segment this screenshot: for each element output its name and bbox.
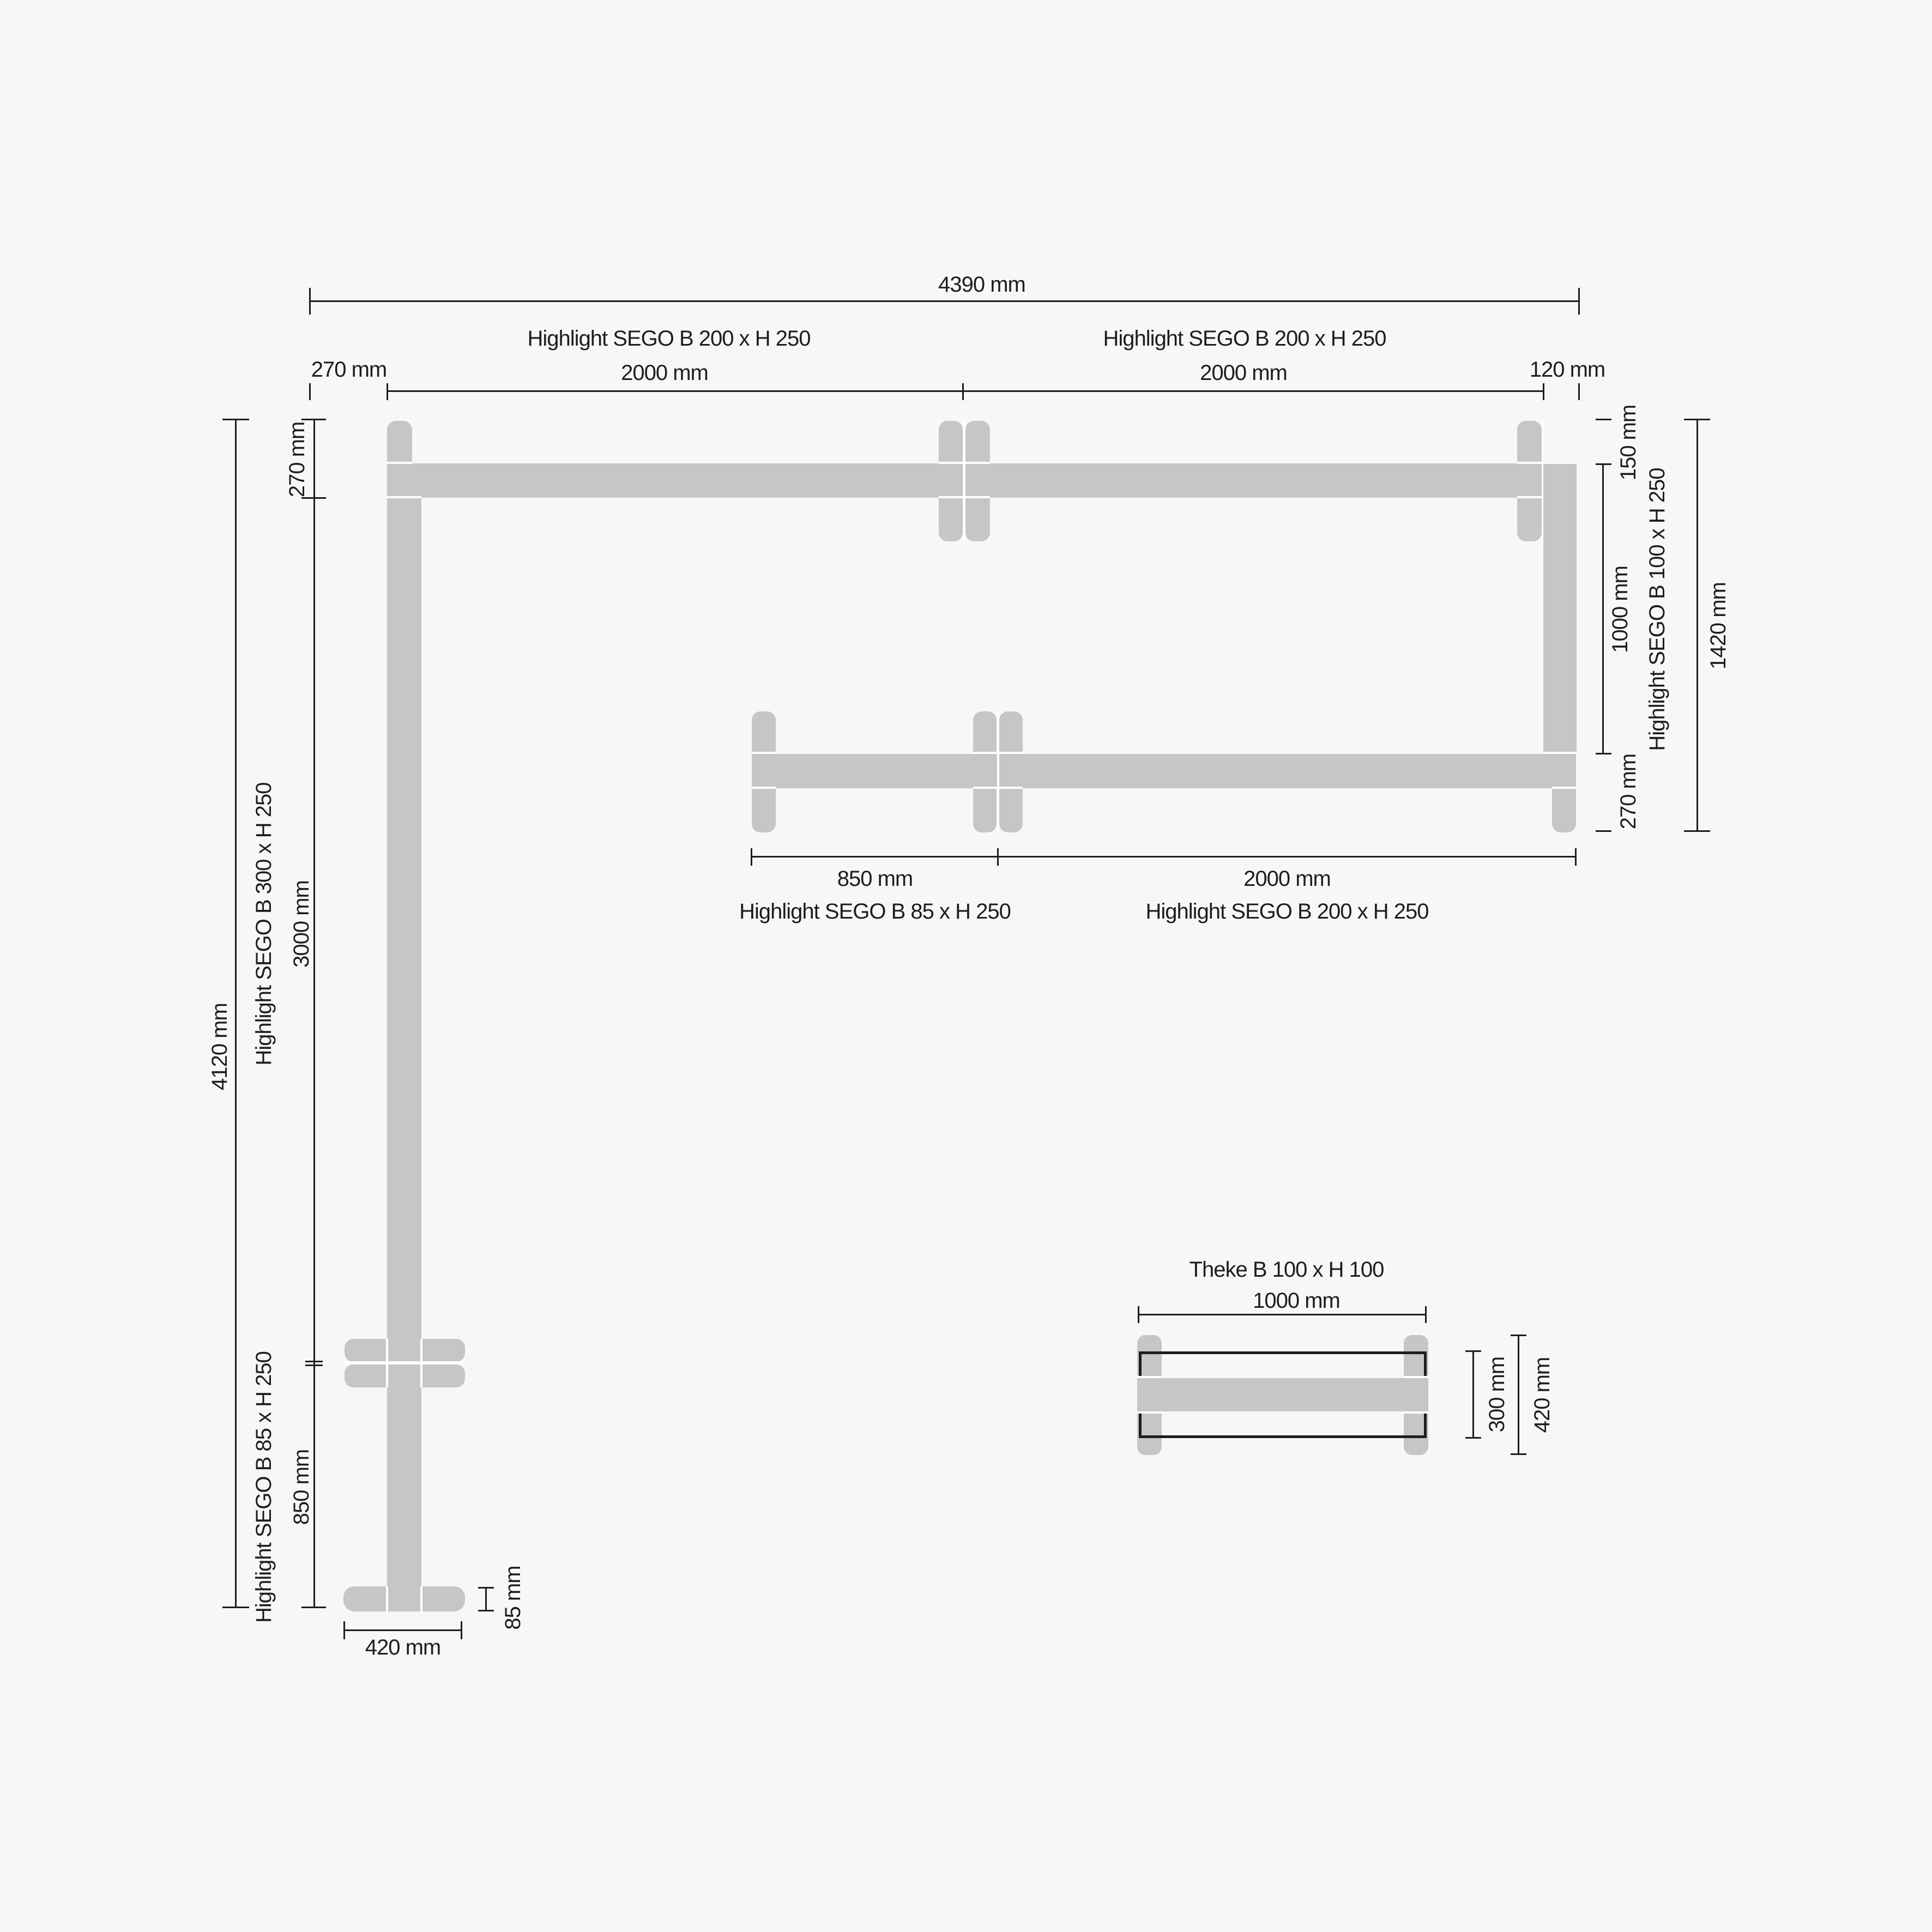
panel-label-right: Highlight SEGO B 100 x H 250 — [1645, 468, 1669, 751]
post-corner-top-left — [387, 421, 412, 465]
dim-tick — [1465, 1437, 1481, 1439]
dim-tick — [222, 419, 249, 420]
dim-tick — [751, 848, 752, 866]
panel-seam — [1552, 787, 1576, 789]
panel-seam — [1404, 1376, 1428, 1378]
theke-title: Theke B 100 x H 100 — [1189, 1258, 1384, 1282]
dim-tick — [478, 1587, 494, 1589]
dim-line-top-panels — [388, 390, 1544, 392]
panel-seam — [1543, 752, 1577, 754]
panel-seam — [1404, 1411, 1428, 1414]
dim-label-left-top: 270 mm — [285, 421, 309, 498]
dim-tick — [309, 288, 311, 315]
dim-label-right-top: 150 mm — [1616, 404, 1640, 481]
dim-tick — [1596, 753, 1611, 754]
dim-label-right-total: 1420 mm — [1706, 582, 1730, 669]
dim-line-theke-inner — [1472, 1351, 1474, 1438]
panel-seam — [997, 711, 999, 832]
dim-line-middle-wall — [752, 856, 1576, 858]
dim-label-theke-outer: 420 mm — [1530, 1357, 1554, 1433]
dim-tick — [1511, 1453, 1526, 1455]
post-mid-wall-right — [1552, 787, 1576, 832]
panel-seam — [420, 1586, 422, 1611]
panel-label-left: Highlight SEGO B 300 x H 250 — [252, 782, 276, 1066]
panel-seam — [752, 752, 776, 754]
dim-line-theke-outer — [1518, 1336, 1519, 1455]
wall-left — [387, 498, 421, 1611]
panel-seam — [939, 496, 990, 498]
panel-label-top-left: Highlight SEGO B 200 x H 250 — [527, 327, 811, 351]
panel-seam — [1517, 462, 1542, 464]
dim-tick — [301, 497, 326, 499]
dim-tick — [1425, 1306, 1427, 1323]
dim-tick — [1596, 463, 1611, 465]
dim-line-left-total — [235, 420, 237, 1608]
dim-label-theke-inner: 300 mm — [1485, 1356, 1509, 1433]
panel-seam — [387, 462, 412, 464]
panel-label-left-bottom: Highlight SEGO B 85 x H 250 — [252, 1351, 276, 1623]
dim-tick — [222, 1607, 249, 1608]
theke-bar — [1139, 1378, 1427, 1411]
dim-label-mid-left: 850 mm — [837, 867, 913, 891]
dim-tick — [478, 1610, 494, 1611]
dim-line-theke-width — [1139, 1314, 1427, 1315]
dim-line-right-panel — [1602, 464, 1604, 754]
dim-tick — [461, 1621, 462, 1639]
dim-tick — [387, 383, 388, 400]
dim-break-mark — [305, 1365, 323, 1366]
dim-label-left-panel: 3000 mm — [289, 880, 313, 968]
panel-label-mid-right: Highlight SEGO B 200 x H 250 — [1145, 899, 1429, 923]
dim-tick — [1596, 830, 1611, 832]
dim-label-foot-thickness: 85 mm — [501, 1566, 525, 1630]
dim-tick — [1465, 1350, 1481, 1352]
dim-tick — [301, 419, 326, 420]
dim-tick — [1543, 383, 1544, 400]
dim-tick — [301, 1607, 326, 1608]
dim-label-mid-right: 2000 mm — [1243, 867, 1331, 891]
panel-seam — [1137, 1376, 1162, 1378]
panel-label-top-right: Highlight SEGO B 200 x H 250 — [1103, 327, 1386, 351]
dim-line-foot-width — [345, 1629, 462, 1631]
dim-label-offset-left: 270 mm — [311, 358, 387, 382]
dim-tick — [1511, 1335, 1526, 1336]
panel-seam — [1137, 1411, 1162, 1414]
dim-tick — [1575, 848, 1577, 866]
dim-label-theke-width: 1000 mm — [1253, 1289, 1340, 1313]
dim-label-right-bottom: 270 mm — [1616, 753, 1640, 830]
panel-seam — [939, 462, 990, 464]
panel-seam — [387, 496, 421, 498]
dim-tick — [997, 848, 999, 866]
dim-line-total-width — [310, 300, 1579, 302]
panel-label-mid-left: Highlight SEGO B 85 x H 250 — [739, 899, 1011, 923]
dim-tick — [1684, 419, 1710, 420]
panel-seam — [1542, 421, 1543, 541]
dim-label-left-total: 4120 mm — [208, 1003, 232, 1090]
dim-label-foot-width: 420 mm — [365, 1635, 441, 1659]
panel-seam — [386, 1586, 388, 1611]
dim-tick — [1578, 383, 1580, 400]
dim-tick — [1578, 288, 1580, 315]
dim-label-left-bottom-panel: 850 mm — [289, 1449, 313, 1525]
dim-label-offset-right: 120 mm — [1529, 358, 1605, 382]
dim-break-mark — [305, 1361, 323, 1362]
dim-label-panel-top-right: 2000 mm — [1200, 361, 1287, 385]
dim-tick — [962, 383, 964, 400]
dim-tick — [343, 1621, 345, 1639]
panel-seam — [963, 421, 965, 541]
dim-line-left-composite — [313, 420, 315, 1608]
dim-label-total-width: 4390 mm — [938, 273, 1025, 297]
dim-tick — [1684, 830, 1710, 832]
wall-middle — [752, 754, 1576, 788]
dim-label-right-panel: 1000 mm — [1608, 566, 1632, 653]
dim-tick — [1596, 419, 1611, 420]
dim-tick — [309, 383, 311, 400]
dim-label-panel-top-left: 2000 mm — [621, 361, 708, 385]
dim-line-foot-thickness — [485, 1588, 487, 1611]
wall-right — [1543, 464, 1577, 753]
panel-seam — [345, 1361, 465, 1365]
dim-tick — [1138, 1306, 1139, 1323]
panel-seam — [1517, 496, 1542, 498]
dim-line-right-total — [1696, 420, 1698, 832]
panel-seam — [752, 787, 776, 789]
